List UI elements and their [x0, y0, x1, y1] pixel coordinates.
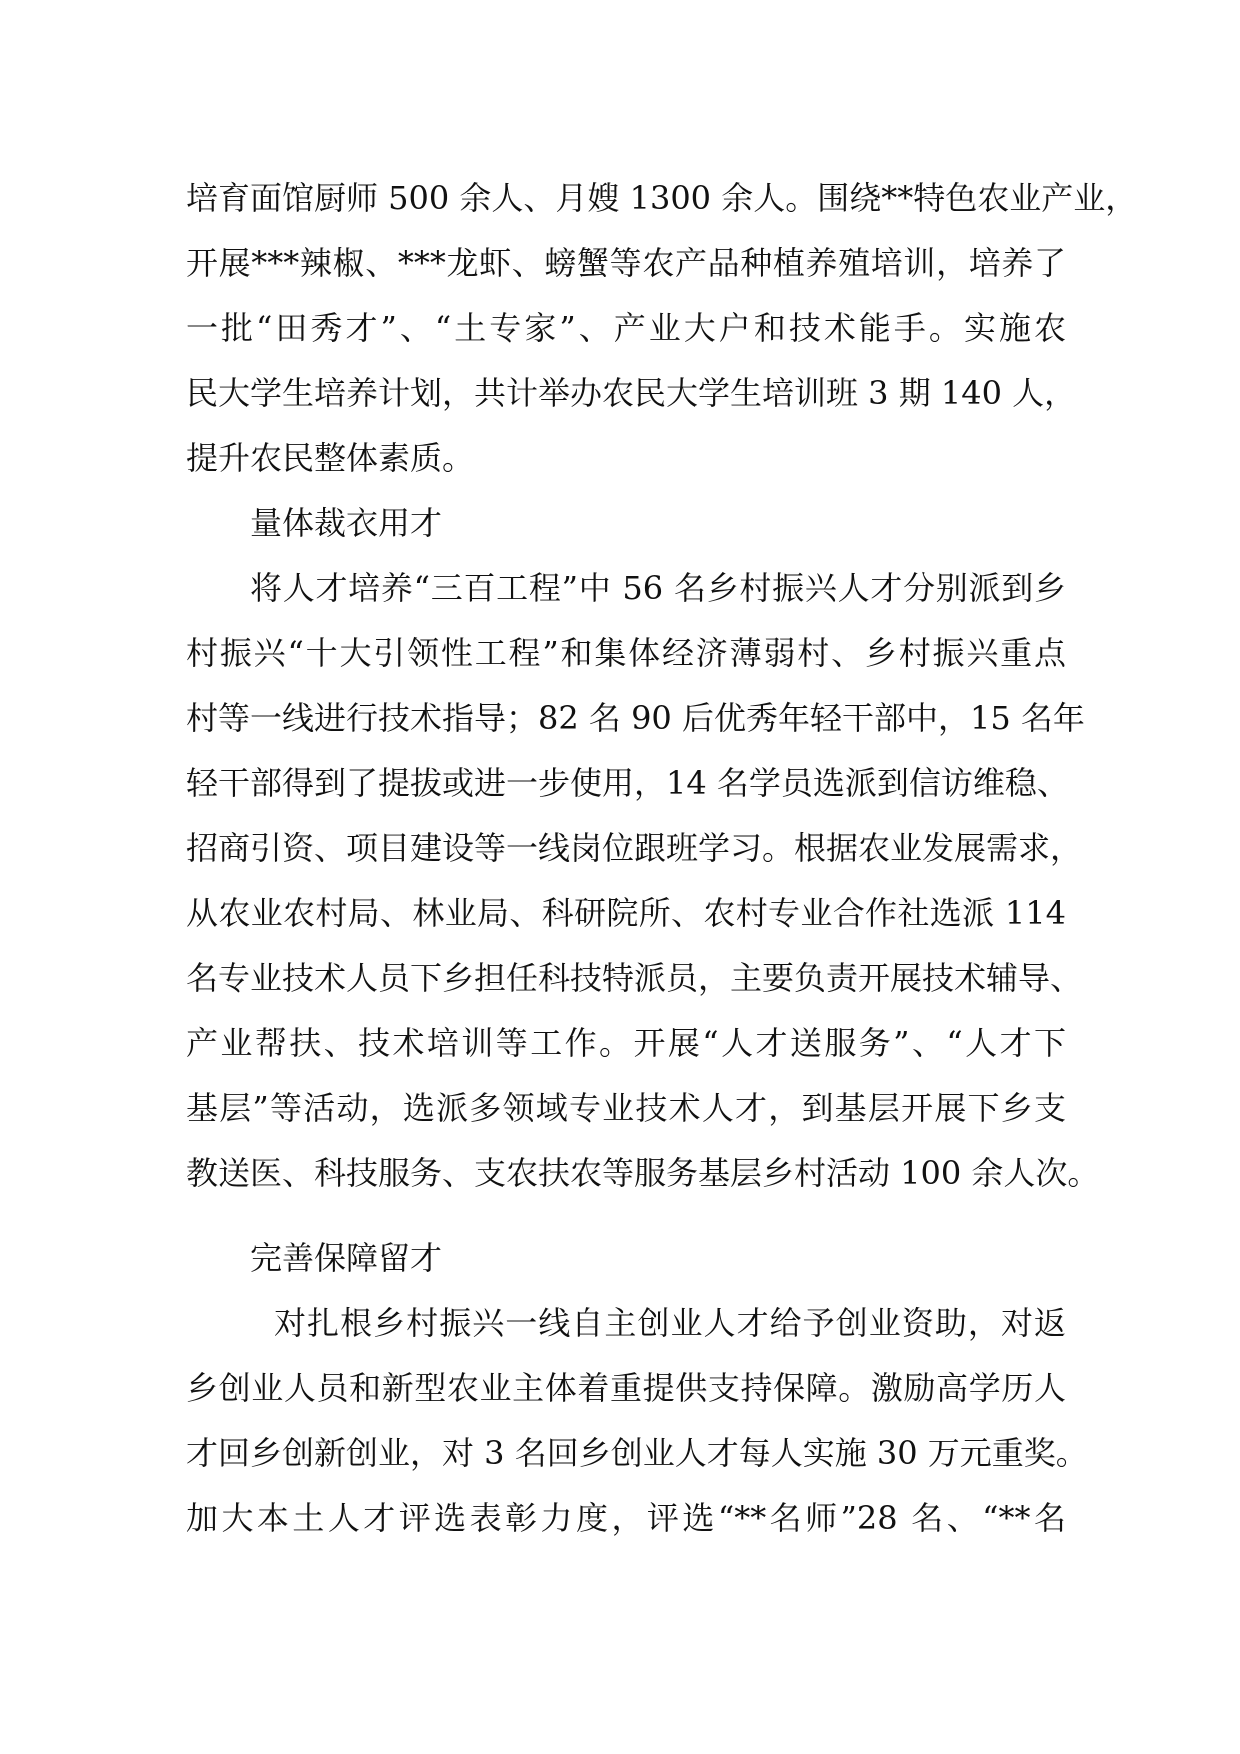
text-line: 名专业技术人员下乡担任科技特派员，主要负责开展技术辅导、 — [186, 959, 1083, 997]
text-line: 一批“田秀才”、“土专家”、产业大户和技术能手。实施农 — [186, 309, 1066, 347]
text-line: 产业帮扶、技术培训等工作。开展“人才送服务”、“人才下 — [186, 1024, 1066, 1062]
text-line: 村等一线进行技术指导；82 名 90 后优秀年轻干部中，15 名年 — [186, 699, 1085, 737]
paragraph — [186, 1291, 1088, 1551]
text-line: 对扎根乡村振兴一线自主创业人才给予创业资助，对返 — [274, 1304, 1066, 1342]
paragraph-gap — [186, 1206, 1066, 1226]
text-line: 培育面馆厨师 500 余人、月嫂 1300 余人。围绕**特色农业产业， — [186, 179, 1138, 217]
document-body — [186, 166, 1138, 1551]
text-line: 基层”等活动，选派多领域专业技术人才，到基层开展下乡支 — [186, 1089, 1066, 1127]
text-line: 提升农民整体素质。 — [186, 439, 475, 477]
text-line: 招商引资、项目建设等一线岗位跟班学习。根据农业发展需求， — [186, 829, 1083, 867]
text-line: 乡创业人员和新型农业主体着重提供支持保障。激励高学历人 — [186, 1369, 1066, 1407]
text-line: 将人才培养“三百工程”中 56 名乡村振兴人才分别派到乡 — [250, 569, 1066, 607]
text-line: 村振兴“十大引领性工程”和集体经济薄弱村、乡村振兴重点 — [186, 634, 1066, 672]
paragraph — [186, 166, 1138, 491]
text-line: 从农业农村局、林业局、科研院所、农村专业合作社选派 114 — [186, 894, 1066, 932]
text-line: 加大本土人才评选表彰力度，评选“**名师”28 名、“**名 — [186, 1499, 1066, 1537]
paragraph — [186, 556, 1100, 1206]
text-line: 轻干部得到了提拔或进一步使用，14 名学员选派到信访维稳、 — [186, 764, 1069, 802]
text-line: 民大学生培养计划，共计举办农民大学生培训班 3 期 140 人， — [186, 374, 1077, 412]
text-line: 开展***辣椒、***龙虾、螃蟹等农产品种植养殖培训，培养了 — [186, 244, 1066, 282]
section-heading: 量体裁衣用才 — [250, 504, 443, 542]
text-line: 教送医、科技服务、支农扶农等服务基层乡村活动 100 余人次。 — [186, 1154, 1100, 1192]
text-line: 才回乡创新创业，对 3 名回乡创业人才每人实施 30 万元重奖。 — [186, 1434, 1088, 1472]
section-heading: 完善保障留才 — [250, 1239, 443, 1277]
